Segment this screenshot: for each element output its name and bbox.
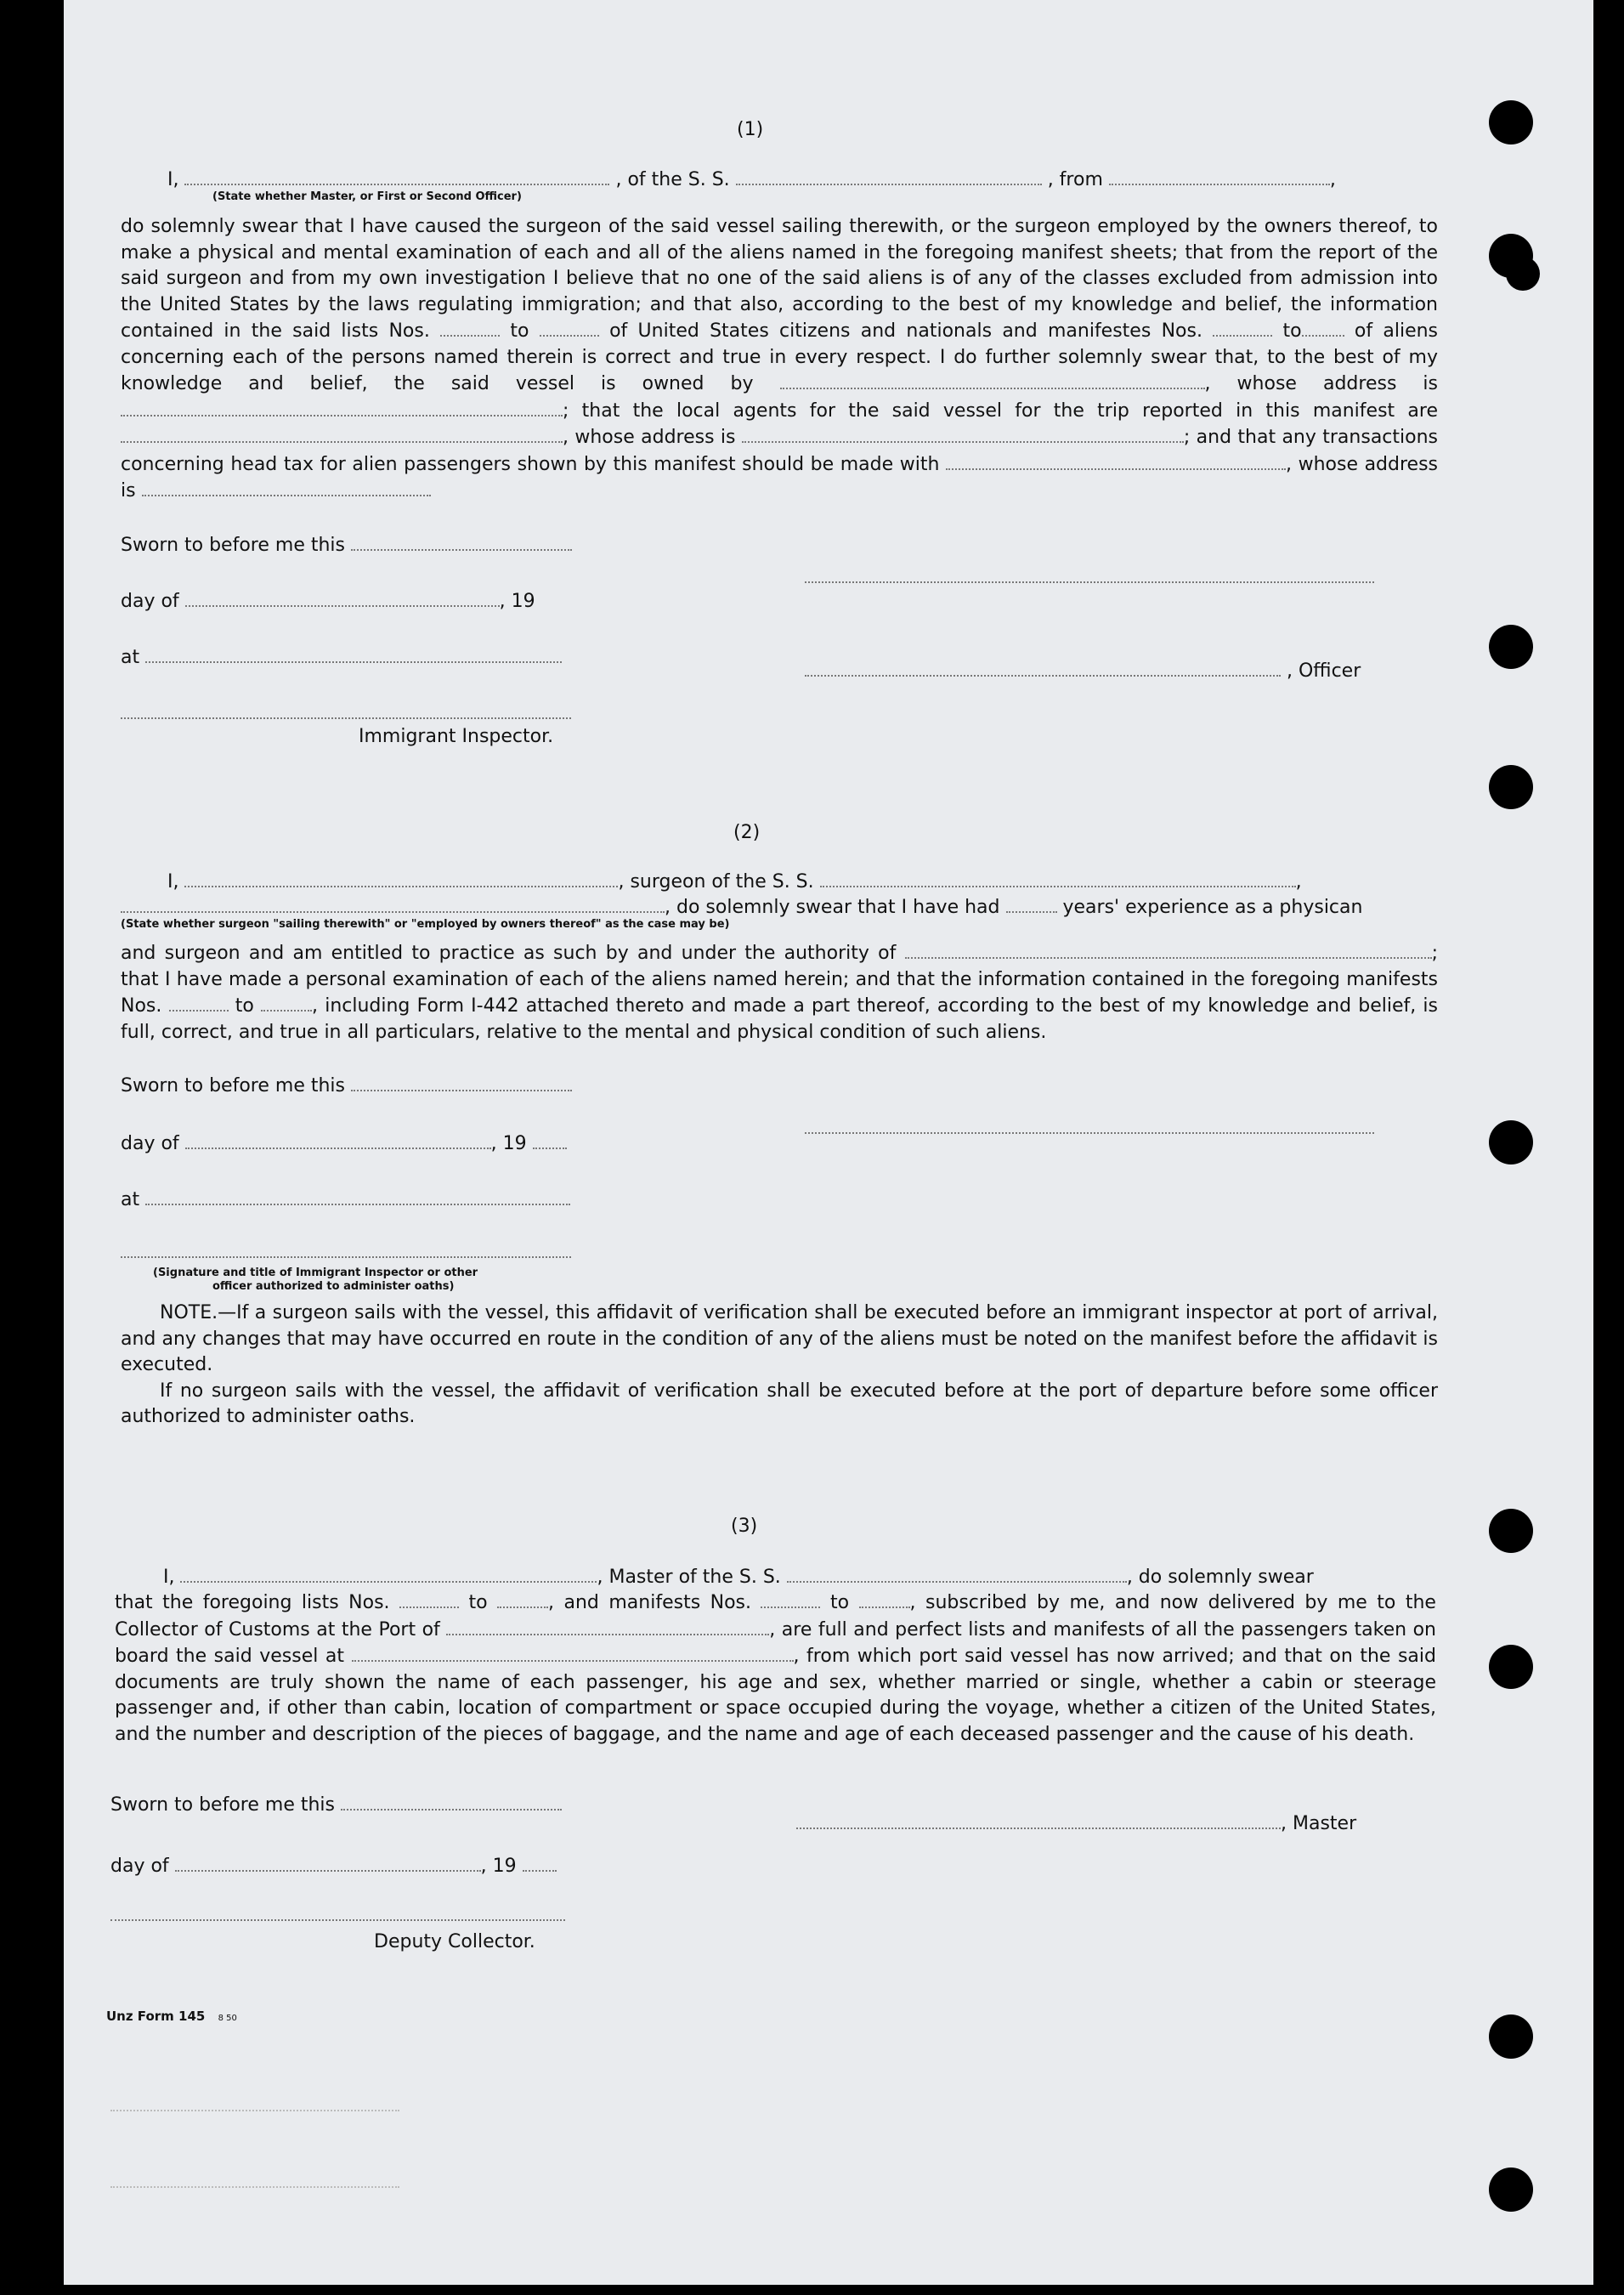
punch-hole bbox=[1489, 1509, 1533, 1553]
master-manifests-to-field[interactable] bbox=[859, 1590, 910, 1608]
master-signature: , Master bbox=[796, 1810, 1356, 1837]
punch-hole bbox=[1489, 1645, 1533, 1689]
sworn-date-field[interactable] bbox=[351, 532, 572, 551]
surgeon-status-field[interactable] bbox=[121, 894, 665, 913]
officer-signature: , Officer bbox=[805, 658, 1361, 684]
master-lists-from-field[interactable] bbox=[399, 1590, 459, 1608]
punch-hole bbox=[1489, 765, 1533, 809]
section-3-number: (3) bbox=[731, 1516, 758, 1537]
from-port-field[interactable] bbox=[1109, 167, 1330, 185]
master-name-field[interactable] bbox=[180, 1564, 597, 1583]
officer-note: (State whether Master, or First or Second Officer) bbox=[212, 190, 522, 203]
section-2-number: (2) bbox=[733, 822, 761, 843]
master-vessel-field[interactable] bbox=[787, 1564, 1127, 1583]
vessel-name-field[interactable] bbox=[736, 167, 1042, 185]
surgeon-sworn-date-field[interactable] bbox=[351, 1073, 572, 1091]
manifests-to-field[interactable] bbox=[1302, 318, 1344, 337]
section-2-sworn: Sworn to before me this bbox=[121, 1073, 572, 1099]
officer-title-field[interactable] bbox=[805, 658, 1281, 677]
years-field[interactable] bbox=[1006, 894, 1057, 913]
master-sworn-date-field[interactable] bbox=[341, 1792, 562, 1810]
section-2-day: day of , 19 bbox=[121, 1130, 567, 1157]
punch-hole bbox=[1489, 625, 1533, 669]
owner-field[interactable] bbox=[780, 371, 1205, 389]
citizen-lists-to-field[interactable] bbox=[540, 318, 599, 337]
faint-footer-line bbox=[110, 2108, 399, 2111]
surgeon-year-field[interactable] bbox=[533, 1130, 567, 1149]
faint-footer-line bbox=[110, 2184, 399, 2188]
inspector-signature-line[interactable] bbox=[121, 716, 571, 719]
section-3-day: day of , 19 bbox=[110, 1853, 557, 1879]
form-page bbox=[64, 0, 1593, 2285]
citizen-lists-from-field[interactable] bbox=[440, 318, 500, 337]
section-2-line-2: , do solemnly swear that I have had years' experience as a physican bbox=[121, 894, 1362, 921]
master-lists-to-field[interactable] bbox=[497, 1590, 548, 1608]
immigrant-inspector-label: Immigrant Inspector. bbox=[359, 726, 554, 747]
deputy-collector-label: Deputy Collector. bbox=[374, 1931, 535, 1952]
master-signature-field[interactable] bbox=[796, 1810, 1281, 1829]
section-2-at: at bbox=[121, 1187, 570, 1213]
surgeon-at-place-field[interactable] bbox=[145, 1187, 570, 1205]
surgeon-day-field[interactable] bbox=[185, 1130, 491, 1149]
no-surgeon-note: If no surgeon sails with the vessel, the affidavit of verification shall be executed before at the port of departure before some officer authorized to administer oaths. bbox=[121, 1380, 1438, 1427]
officer-name-field[interactable] bbox=[184, 167, 609, 185]
section-1-paragraph: do solemnly swear that I have caused the surgeon of the said vessel sailing therewith, or the surgeon employed by the owners thereof, to make a physical and mental examination of each and all of the aliens named in the foregoing manifest sheets; that from the report of the said surgeon and from my own investigation I believe that no one of the said aliens is of any of the classes excluded from admission into the United States by the laws regulating immigration; and that also, according to the best of my knowledge and belief, the information contained in the said lists Nos. to of United States citizens and nationals and manifestes Nos. to of aliens concerning each of the persons named therein is correct and true in every respect. I do further solemnly swear that, to the best of my knowledge and belief, the said vessel is owned by , whose address is ; that the local agents for the said vessel for the trip reported in this manifest are , whose address is ; and that any transactions concerning head tax for alien passengers shown by this manifest should be made with , whose address is bbox=[121, 216, 1439, 502]
signature-note-1: (Signature and title of Immigrant Inspector or other bbox=[153, 1266, 478, 1279]
owner-address-field[interactable] bbox=[121, 398, 563, 416]
at-place-field[interactable] bbox=[145, 644, 562, 663]
authority-field[interactable] bbox=[905, 940, 1432, 959]
head-tax-address-field[interactable] bbox=[142, 478, 431, 496]
punch-hole bbox=[1489, 2014, 1533, 2059]
port-field[interactable] bbox=[446, 1617, 769, 1635]
surgeon-name-field[interactable] bbox=[184, 869, 618, 887]
section-1-at: at bbox=[121, 644, 562, 671]
agents-address-field[interactable] bbox=[742, 424, 1184, 443]
punch-hole bbox=[1489, 1120, 1533, 1164]
surgeon-vessel-field[interactable] bbox=[820, 869, 1296, 887]
officer-signature-line[interactable] bbox=[805, 580, 1374, 583]
agents-field[interactable] bbox=[121, 424, 563, 443]
boarding-port-field[interactable] bbox=[352, 1643, 794, 1662]
surgeon-manifests-to-field[interactable] bbox=[261, 993, 312, 1012]
master-manifests-from-field[interactable] bbox=[761, 1590, 820, 1608]
manifests-from-field[interactable] bbox=[1213, 318, 1272, 337]
form-number: Unz Form 145 8 50 bbox=[106, 2009, 237, 2024]
punch-hole bbox=[1506, 257, 1540, 291]
authorized-officer-signature-line[interactable] bbox=[121, 1255, 571, 1258]
surgeon-manifests-from-field[interactable] bbox=[169, 993, 229, 1012]
signature-note-2: officer authorized to administer oaths) bbox=[212, 1280, 455, 1293]
day-field[interactable] bbox=[185, 588, 500, 607]
section-2-paragraph: and surgeon and am entitled to practice as such by and under the authority of ; that I have made a personal examination of each of the aliens named herein; and that the information contained in the foregoing manifests Nos. to , including Form I-442 attached thereto and made a part thereof, according to the best of my knowledge and belief, is full, correct, and true in all particulars, relative to the mental and physical condition of such aliens. bbox=[121, 940, 1438, 1046]
surgeon-signature-line[interactable] bbox=[805, 1130, 1374, 1134]
section-1-line-1: I, , of the S. S. , from , bbox=[167, 167, 1336, 193]
surgeon-sails-note: NOTE.—If a surgeon sails with the vessel, this affidavit of verification shall be executed before an immigrant inspector at port of arrival, and any changes that may have occurred en route in the condition of any of the aliens must be noted on the manifest before the affidavit is executed. bbox=[121, 1302, 1438, 1375]
punch-hole bbox=[1489, 2168, 1533, 2212]
section-1-day: day of , 19 bbox=[121, 588, 535, 615]
surgeon-note: (State whether surgeon "sailing therewith" or "employed by owners thereof" as the case may be) bbox=[121, 918, 730, 931]
section-1-number: (1) bbox=[737, 119, 764, 140]
section-2-line-1: I, , surgeon of the S. S. , bbox=[167, 869, 1302, 895]
punch-hole bbox=[1489, 100, 1533, 144]
section-2-notes bbox=[121, 1300, 1438, 1431]
deputy-signature-line[interactable] bbox=[110, 1918, 565, 1921]
master-year-field[interactable] bbox=[523, 1853, 557, 1872]
section-3-sworn: Sworn to before me this bbox=[110, 1792, 562, 1818]
head-tax-party-field[interactable] bbox=[946, 451, 1286, 470]
section-3-paragraph: that the foregoing lists Nos. to , and manifests Nos. to , subscribed by me, and now delivered by me to the Collector of Customs at the Port of , are full and perfect lists and manifests of all the passengers taken on board the said vessel at , from which port said vessel has now arrived; and that on the said documents are truly shown the name of each passenger, his age and sex, whether married or single, whether a cabin or steerage passenger and, if other than cabin, location of compartment or space occupied during the voyage, whether a citizen of the United States, and the number and description of the pieces of baggage, and the name and age of each deceased passenger and the cause of his death. bbox=[115, 1590, 1436, 1748]
section-3-line-1: I, , Master of the S. S. , do solemnly swear bbox=[163, 1564, 1314, 1590]
master-day-field[interactable] bbox=[175, 1853, 481, 1872]
section-1-sworn: Sworn to before me this bbox=[121, 532, 572, 558]
